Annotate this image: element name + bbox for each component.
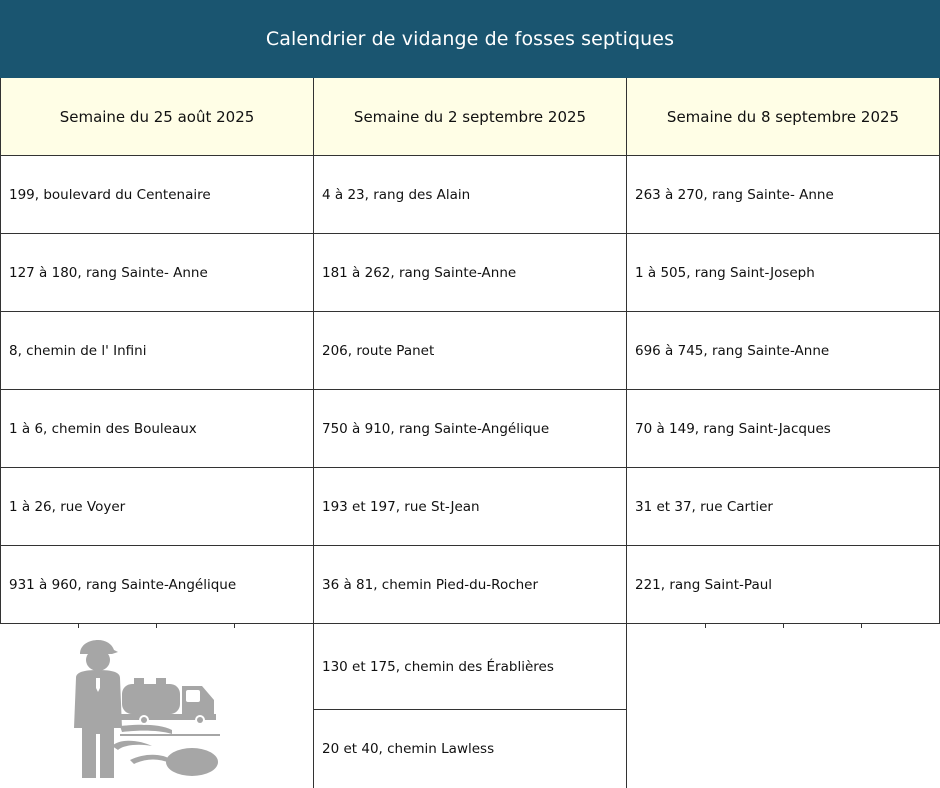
table-cell: 36 à 81, chemin Pied-du-Rocher [314,546,627,624]
table-cell: 263 à 270, rang Sainte- Anne [627,156,940,234]
table-cell: 931 à 960, rang Sainte-Angélique [0,546,314,624]
tick-mark [705,624,706,628]
table-row [0,312,940,390]
column-header-week-3: Semaine du 8 septembre 2025 [627,78,940,156]
table-cell: 70 à 149, rang Saint-Jacques [627,390,940,468]
table-cell: 4 à 23, rang des Alain [314,156,627,234]
column-header-week-2: Semaine du 2 septembre 2025 [314,78,627,156]
septic-truck-worker-icon [60,638,225,780]
table-row [0,546,940,624]
illustration-area [0,624,313,788]
page-title: Calendrier de vidange de fosses septiques [265,28,675,50]
table-cell: 127 à 180, rang Sainte- Anne [0,234,314,312]
table-cell: 181 à 262, rang Sainte-Anne [314,234,627,312]
middle-column-extension [313,624,627,788]
table-cell: 130 et 175, chemin des Érablières [314,624,626,710]
column-header-week-1: Semaine du 25 août 2025 [0,78,314,156]
table-cell: 1 à 505, rang Saint-Joseph [627,234,940,312]
table-cell: 31 et 37, rue Cartier [627,468,940,546]
table-cell: 199, boulevard du Centenaire [0,156,314,234]
schedule-table [0,78,940,624]
table-row [0,234,940,312]
tick-mark [783,624,784,628]
table-cell: 1 à 6, chemin des Bouleaux [0,390,314,468]
table-header-row [0,78,940,156]
lower-section [0,624,940,788]
table-row [0,156,940,234]
table-cell: 750 à 910, rang Sainte-Angélique [314,390,627,468]
title-bar [0,0,940,79]
table-cell: 221, rang Saint-Paul [627,546,940,624]
tick-mark [861,624,862,628]
table-row [0,468,940,546]
table-cell: 20 et 40, chemin Lawless [322,741,495,757]
table-row [0,390,940,468]
table-cell: 206, route Panet [314,312,627,390]
table-cell: 696 à 745, rang Sainte-Anne [627,312,940,390]
table-cell: 8, chemin de l' Infini [0,312,314,390]
table-cell: 193 et 197, rue St-Jean [314,468,627,546]
table-cell: 1 à 26, rue Voyer [0,468,314,546]
